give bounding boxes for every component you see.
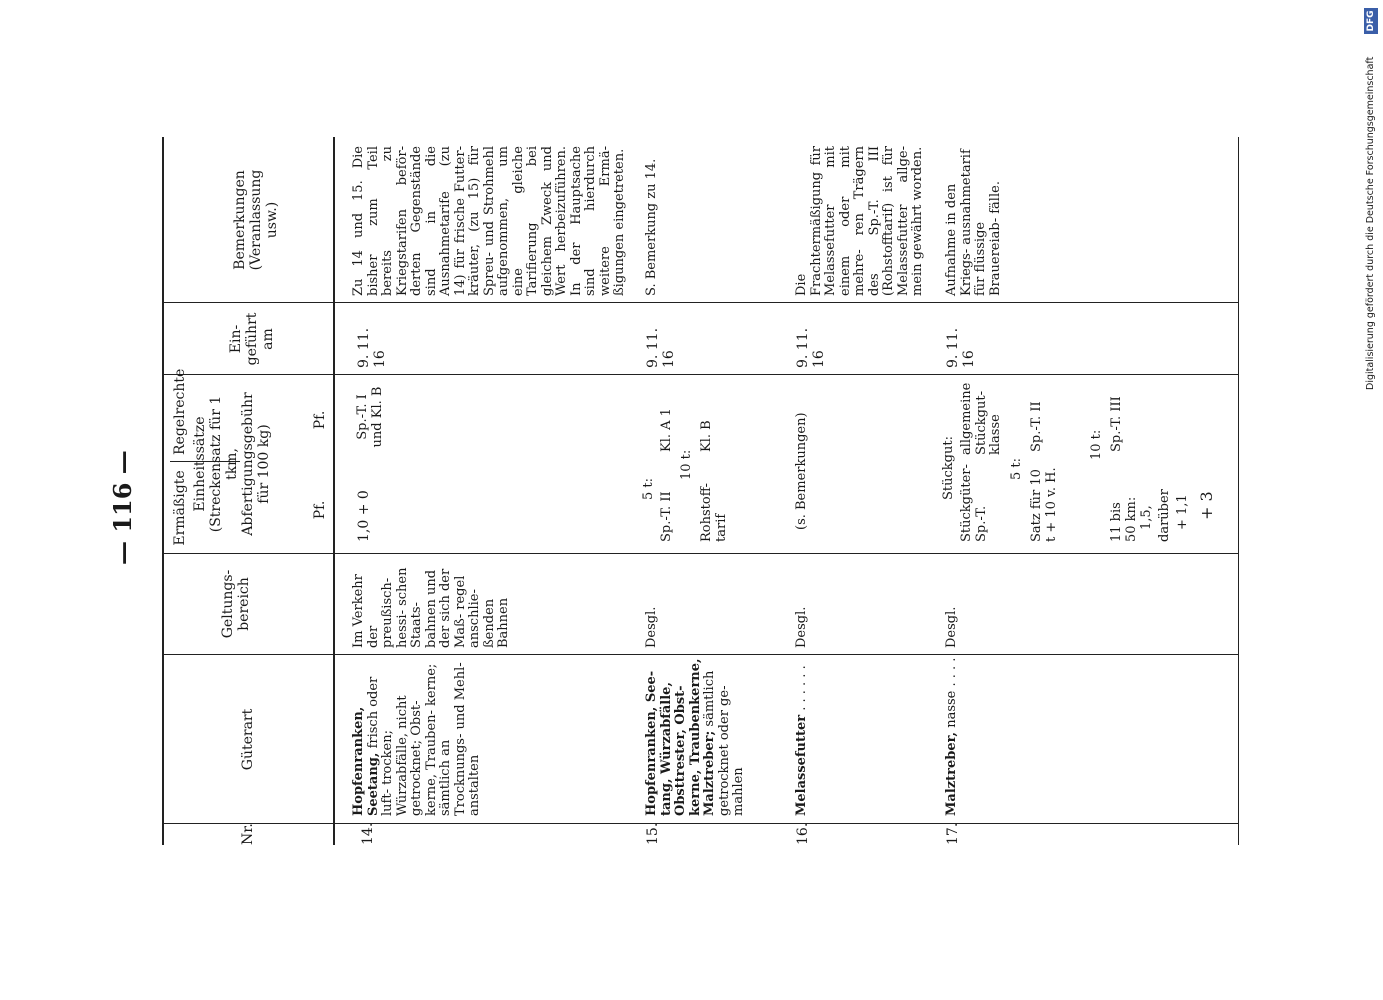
row14-gueterart-bold: Hopfenranken, Seetang, [351, 706, 381, 816]
row14-gueterart-rest: frisch oder luft- trocken; Würzabfälle, nicht getrocknet; Obst- kerne, Trauben- kerne; sämtlich an Trocknungs- und Mehl- anstalten [365, 662, 482, 816]
row17-gueterart-rest: nasse . . . . [944, 657, 959, 728]
row15-nr: 15. [645, 822, 661, 845]
row14-gueterart [352, 656, 483, 816]
header-gueterart: Güterart [240, 708, 256, 771]
row15-eingefuehrt: 9. 11. 16 [645, 327, 677, 368]
table-bottom-rule [1238, 137, 1239, 845]
row14-ermaessigt: 1,0 + 0 [356, 490, 372, 542]
row15-reg-kl-b: Kl. B [699, 420, 714, 452]
row17-stueckgueter: Stückgüter- Sp.-T. [959, 464, 989, 542]
row16-gueterart-bold: Melassefutter [794, 714, 809, 816]
row16-ermaessigt: (s. Bemerkungen) [794, 412, 809, 530]
row17-darueber: darüber [1157, 489, 1172, 542]
credit-text: Digitalisierung gefördert durch die Deutsche Forschungsgemeinschaft [1365, 56, 1376, 390]
col-divider-4 [162, 374, 1238, 375]
row15-reg-kl-a1: Kl. A 1 [659, 408, 674, 452]
header-geltungsbereich: Geltungs- bereich [220, 569, 252, 639]
col-divider-3 [162, 553, 1238, 554]
row15-gueterart-bold: Hopfenranken, See- tang, Würzabfälle, Obsttrester, Obst- kerne, Traubenkerne, Malztreber; [644, 658, 717, 816]
header-ermaessigte: Ermäßigte [172, 470, 188, 546]
page-number: — 116 — [108, 450, 137, 565]
col-divider-2 [162, 654, 1238, 655]
header-einheitssaetze: Einheitssätze (Streckensatz für 1 tkm, Abfertigungsgebühr für 100 kg) [192, 392, 272, 536]
row17-km-range: 11 bis 50 km: [1109, 496, 1139, 542]
row16-nr: 16. [795, 822, 811, 845]
row17-sp-t-ii: Sp.-T. II [1029, 401, 1044, 452]
row17-geltungsbereich: Desgl. [944, 606, 959, 648]
row14-eingefuehrt: 9. 11. 16 [356, 327, 388, 368]
row17-bemerkungen: Aufnahme in den Kriegs- ausnahmetarif für flüssige Brauereiab- fälle. [944, 149, 1003, 296]
row15-geltungsbereich: Desgl. [644, 606, 659, 648]
row15-gueterart-rest: sämtlich getrocknet oder ge- mahlen [702, 670, 746, 816]
row14-bemerkungen: Zu 14 und 15. Die bisher zum Teil bereits zu Kriegstarifen beför- derten Gegenstände sind in die Ausnahmetarife (zu 14) für frische Futter- kräuter, (zu 15) für Spreu- und Strohmehl aufgenommen, um eine gleiche Tarifierung bei gleichem Zweck und Wert herbeizuführen. In der Hauptsache sind hierdurch weitere Ermä- ßigungen eingetreten. [351, 146, 627, 296]
row16-gueterart [795, 656, 810, 816]
row17-gueterart [945, 656, 960, 816]
row15-bemerkungen: S. Bemerkung zu 14. [644, 158, 659, 296]
header-bottom-rule [333, 137, 335, 845]
header-regelrechte: Regelrechte [172, 368, 188, 455]
row16-geltungsbereich: Desgl. [794, 606, 809, 648]
row16-eingefuehrt: 9. 11. 16 [795, 327, 827, 368]
table-top-rule [162, 137, 164, 845]
row15-erm-10t: 10 t: [679, 449, 694, 480]
row14-nr: 14. [360, 822, 376, 845]
row17-sp-t-iii: Sp.-T. III [1109, 396, 1124, 452]
row16-bemerkungen: Die Frachtermäßigung für Melassefutter mit einem oder mit mehre- ren Trägern des Sp.-T. III (Rohstofftarif) ist für Melassefutter allge- mein gewährt worden. [794, 146, 925, 296]
row17-stueckgut: Stückgut: [941, 436, 956, 500]
row17-eingefuehrt: 9. 11. 16 [945, 327, 977, 368]
header-nr: Nr. [240, 823, 256, 845]
col-divider-1 [162, 823, 1238, 824]
header-eingefuehrt: Ein- geführt am [228, 312, 276, 366]
row17-nr: 17. [945, 822, 961, 845]
row14-regelrecht: Sp.-T. I und Kl. B [355, 386, 385, 448]
digitization-credit [1360, 0, 1382, 1000]
dfg-logo: DFG [1364, 8, 1378, 34]
row17-5t: 5 t: [1009, 457, 1024, 480]
row17-gueterart-bold: Malztreber, [944, 731, 959, 816]
row14-geltungsbereich: Im Verkehr der preußisch-hessi- schen Staats- bahnen und der sich der Maß- regel anschlie- ßenden Bahnen [351, 567, 511, 648]
row15-erm-sp: Sp.-T. II [659, 491, 674, 542]
row16-gueterart-rest: . . . . . . [794, 665, 809, 711]
row17-plus-11: + 1,1 [1175, 494, 1190, 530]
header-pf-right: Pf. [312, 410, 328, 430]
row15-gueterart [645, 656, 747, 816]
row17-10t: 10 t: [1089, 429, 1104, 460]
row15-erm-roh: Rohstoff- tarif [699, 483, 729, 542]
header-bemerkungen: Bemerkungen (Veranlassung usw.) [232, 169, 280, 271]
row17-satz: Satz für 10 t + 10 v. H. [1029, 467, 1059, 542]
col-divider-5 [162, 302, 1238, 303]
header-pf-left: Pf. [312, 500, 328, 520]
row17-km-v1: 1,5, [1139, 505, 1154, 530]
row15-erm-5t: 5 t: [641, 477, 656, 500]
row17-allg-stueckgut: allgemeine Stückgut- klasse [959, 382, 1003, 455]
row17-plus-3: + 3 [1197, 491, 1216, 520]
